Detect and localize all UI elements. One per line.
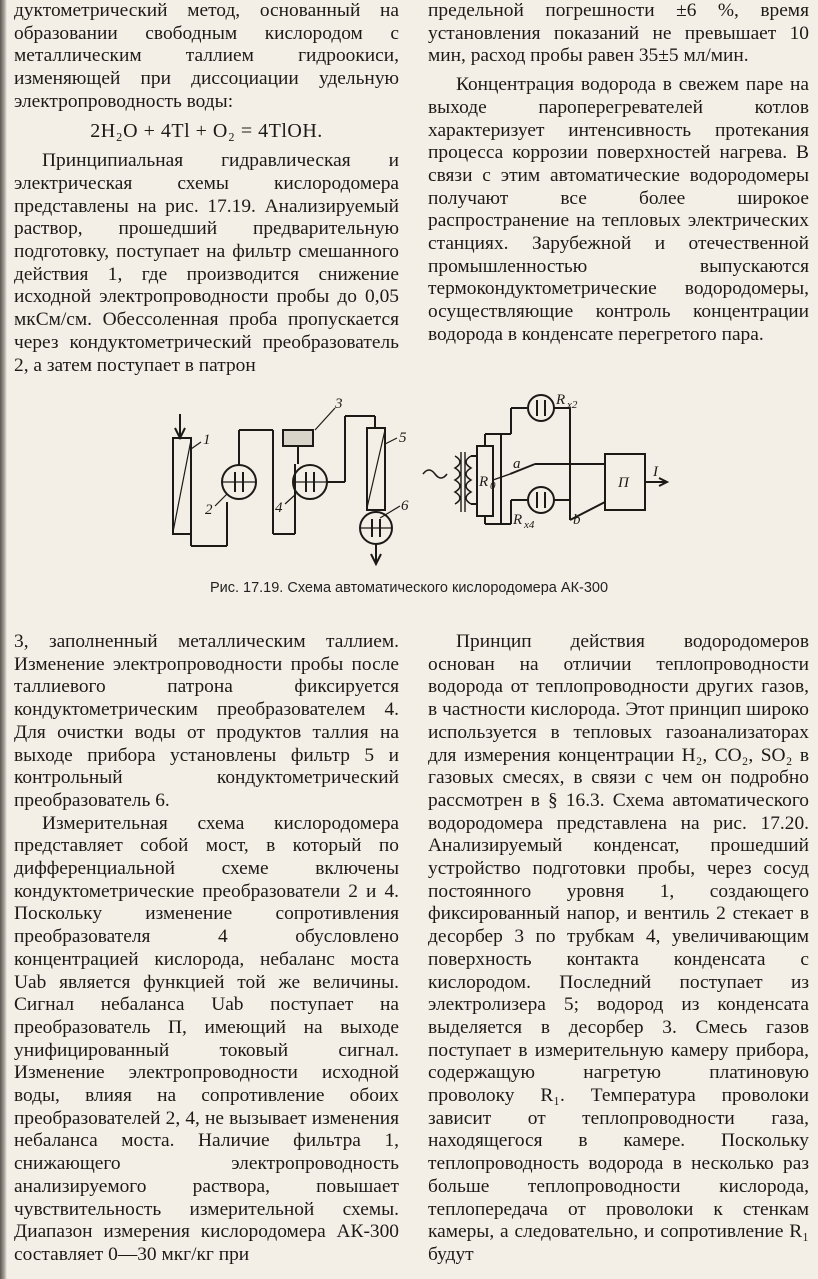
- paragraph: Концентрация водорода в свежем паре на выходе пароперегревателей котлов характеризует интенсивность протекания процесса коррозии поверхностей нагрева. В связи с этим автоматические водородомеры получают все более широкое распространение на тепловых электрических станциях. Зарубежной и отечественной промышленностью выпускаются термокондуктометрические водородомеры, осуществляющие контроль концентрации водорода в конденсате перегретого пара.: [428, 74, 809, 345]
- label-3: 3: [335, 396, 343, 412]
- label-6: 6: [401, 498, 409, 514]
- label-p: П: [618, 475, 629, 491]
- column-top-right: [428, 0, 809, 347]
- figure-17-19-schematic: [165, 394, 670, 574]
- label-b: b: [573, 512, 581, 528]
- label-rx4: R: [513, 512, 523, 528]
- column-top-left: [14, 0, 399, 377]
- paragraph: Принцип действия водородомеров основан на отличии теплопроводности водорода от теплопроводности других газов, в частности кислорода. Этот принцип широко используется в тепловых газоанализаторах для измерения концентрации H₂, CO₂, SO₂ в газовых смесях, в связи с чем он подробно рассмотрен в § 16.3. Схема автоматического водородомера представлена на рис. 17.20. Анализируемый конденсат, прошедший устройство подготовки пробы, через сосуд постоянного уровня 1, создающего фиксированный напор, и вентиль 2 стекает в десорбер 3 по трубкам 4, увеличивающим поверхность контакта конденсата с кислородом. Последний поступает из электролизера 5; водород из конденсата выделяется в десорбер 3. Смесь газов поступает в измерительную камеру прибора, содержащую нагретую платиновую проволоку R₁. Температура проволоки зависит от теплопроводности газа, находящегося в камере. Поскольку теплопроводность водорода в несколько раз больше теплопроводности кислорода, теплопередача от проволоки к стенкам камеры, а следовательно, и сопротивление R₁ будут: [428, 631, 809, 1265]
- rx4-converter: [528, 487, 554, 513]
- chemical-formula: 2H₂O + 4Tl + O₂ = 4TlOH.: [90, 119, 323, 142]
- rx2-converter: [528, 395, 554, 421]
- paragraph: предельной погрешности ±6 %, время установления показаний не превышает 10 мин, расход пробы равен 35±5 мл/мин.: [428, 0, 809, 67]
- paragraph: Принципиальная гидравлическая и электрическая схемы кислородомера представлены на рис. 17.19. Анализируемый раствор, прошедший предварительную подготовку, поступает на фильтр смешанного действия 1, где производится снижение исходной электропроводности пробы до 0,05 мкСм/см. Обессоленная проба пропускается через кондуктометрический преобразователь 2, а затем поступает в патрон: [14, 150, 399, 376]
- label-1: 1: [203, 432, 211, 448]
- label-2: 2: [205, 502, 213, 518]
- paragraph: Измерительная схема кислородомера представляет собой мост, в который по дифференциальной схеме включены кондуктометрические преобразователи 2 и 4. Поскольку изменение сопротивления преобразователя 4 обусловлено концентрацией кислорода, небаланс моста Uab является функцией той же величины. Сигнал небаланса Uab поступает на преобразователь П, имеющий на выходе унифицированный токовый сигнал. Изменение электропроводности исходной воды, влияя на сопротивление обоих преобразователей 2, 4, не вызывает изменения небаланса моста. Наличие фильтра 1, снижающего электропроводность анализируемого раствора, повышает чувствительность измерительной схемы. Диапазон измерения кислородомера АК-300 составляет 0—30 мкг/кг при: [14, 812, 399, 1265]
- column-bottom-left: [14, 631, 399, 1267]
- thallium-cartridge-3: [283, 430, 313, 446]
- column-bottom-right: [428, 631, 809, 1267]
- label-i: I: [653, 464, 658, 480]
- label-5: 5: [399, 430, 407, 446]
- figure-caption: Рис. 17.19. Схема автоматического кислородомера АК-300: [209, 580, 609, 596]
- label-a: a: [513, 456, 521, 472]
- paragraph: дуктометрический метод, основанный на образовании свободным кислородом с металлическим таллием гидроокиси, изменяющей при диссоциации удельную электропроводность воды:: [14, 0, 399, 112]
- page-binding-edge: [0, 0, 7, 1279]
- label-r0: R: [479, 474, 489, 490]
- label-rx4-sub: x4: [524, 519, 535, 531]
- label-rx2: R: [556, 394, 566, 408]
- label-rx2-sub: x2: [567, 399, 578, 411]
- paragraph: 3, заполненный металлическим таллием. Изменение электропроводности пробы после таллиевого патрона фиксируется кондуктометрическим преобразователем 4. Для очистки воды от продуктов таллия на выходе прибора установлены фильтр 5 и контрольный кондуктометрический преобразователь 6.: [14, 631, 399, 811]
- label-r0-sub: 0: [490, 480, 496, 492]
- label-4: 4: [275, 500, 283, 516]
